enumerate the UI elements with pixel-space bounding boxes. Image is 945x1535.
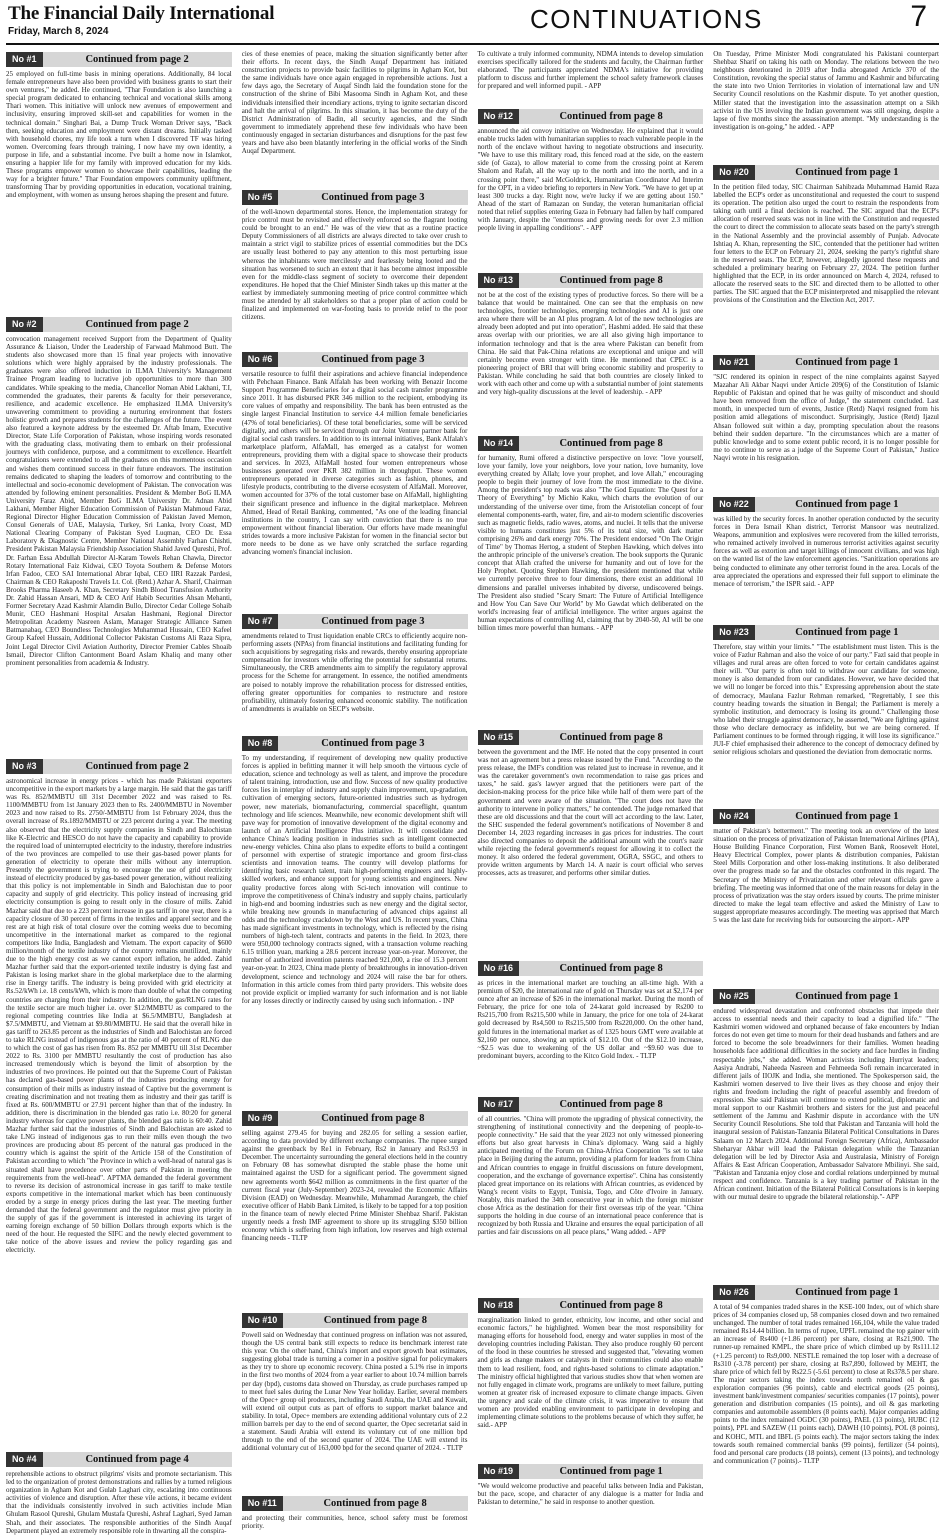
story-body: of the well-known departmental stores. Hence, the implementation strategy for price control must be revisited and effectively enforced so the flagrant looting could be brought to an end." He was of the view that as a routine practice Deputy Commissioners of all districts are always directed to take over crush to maintain a strict vigil to stabilize prices of essential commodities but the DCs are usually least bothered to pay any attention to this most perturbing issue whereas the inhabitants were mercilessly and fearlessly being looted and the situation has worsened to such an extent that it has become almost impossible even for the middle-class segment of society to overcome their dependent expenditures. He hoped that the Chief Minister Sindh takes up this matter at the earliest by immediately summoning meeting of price control committee which must be attended by all stakeholders so that a proper plan of action could be finalized and implemented on war-footing basis to provide relief to the poor citizens. [241,208,468,322]
story-no-9 [242,1109,468,1311]
story-body: Therefore, stay within your limits." "The establishment must listen. This is the voice of Fazlur Rahman and also the voice of our party." Fazl said that people in villages and rural areas are often forced to vote for certain candidates against their will. "Our party is often told to withdraw our candidate for someone, money is also demanded from our candidates. However, we have decided that we will no longer be forced into this." Expressing apprehension about the state of democracy, Maulana Fazlur Rehman remarked, "Regrettably, I see this country heading towards the situation in Bengal; the Parliament is merely a symbolic institution, and democracy is losing its ground." Challenging those who label their struggle against democracy, he asserted, "We are fighting against those who declare democracy as infidelity, but we are being cornered. If Parliament continues to be formed through rigging, it will lose its significance." JUI-F chief emphasised their adherence to the concept of democracy defined by senior religious scholars and questioned the deviation from democratic norms. [713,643,939,757]
story-body: A total of 94 companies traded shares in the KSE-100 Index, out of which share prices of 34 companies closed up, 58 companies closed down and two remained unchanged. The number of total trades remained 166,104, while the value traded remained Rs14.44 billion. In terms of rupee, UPFL remained the top gainer with an increase of Rs400 (+1.86 percent) per share, closing at Rs21,900. The runner-up remained KMPL, the share price of which climbed up by Rs111.12 (+1.25 percent) to Rs9,000. NESTLE remained the top loser with a decrease of Rs310 (-3.78 percent) per share, closing at Rs7,890, followed by MEHT, the share price of which fell by Rs22.5 (-5.61 percent) to close at Rs378.5 per share. The major sectors taking the index towards north remained oil & gas exploration companies (96 points), cable and electrical goods (25 points), investment bank/investment companies/ securities companies (17 points), power generation and distribution companies (15 points), and oil & gas marketing companies and automobile assemblers (8 points each). Major companies adding points to the index remained OGDC (30 points), PAEL (13 points), HUBC (12 points), PPL and SAZEW (11 points each), DAWH (10 points), POL (8 points), and KOHC, MTL and IBFL (5 points each). The major sectors taking the index towards south remained commercial banks (99 points), fertilizer (54 points), food and personal care products (18 points), cement (13 points), and technology and communication (7 points).- TLTP [713,1303,939,1465]
story-body: cies of these enemies of peace, making the situation significantly better after their efforts. In recent days, the Sindh Auqaf Department has initiated construction projects to provide basic facilities to pilgrims in Agham Kot, but the same individuals have once again engaged in reprehensible actions. Just a few days ago, the Secretary of Auqaf Sindh laid the foundation stone for the construction of the shrine of Bibi Masooma Sindh in Agham Kot, and these individuals intensified their incendiary actions, trying to ignite sectarian discord and halt the arrival of pilgrims. In this situation, it has become the duty of the District Administration of Badin, all security agencies, and the Sindh government to immediately apprehend these few individuals who have been continuously engaged in sectarian disturbances and disruptions for the past few years and have also been blatantly interfering in the official works of the Sindh Auqaf Department. [241,50,468,156]
story-body: for humanity, Rumi offered a distinctive perspective on love: "love yourself, love your family, love your neighbors, love your nation, love humanity, love everything created by Allah; love your prophet, and love Allah," encouraging people to begin their journey of love from the most immediate to the divine. Among the president's top reads was also "The God Equation: The Quest for a Theory of Everything" by Michio Kaku, which charts the evolution of our understanding of the universe over time, from the Aristotelian concept of four elemental components-earth, water, fire, and air-to modern scientific discoveries such as magnetic fields, radio waves, atoms, and nuclei. It tells that the universe visible to humans constitutes just 5% of its total size, with dark matter comprising 26% and dark energy 70%. The President endorsed "On The Origin of Time" by Thomas Hertog, a student of Stephen Hawking, which delves into the anthropic principle of the universe's creation. The book supports the Quranic concept that Allah crafted the universe for humanity and out of love for the Holy Prophet. Quoting Stephen Hawking, the president mentioned that while we currently perceive three to four dimensions, there exist an additional 10 dimensions and parallel universes inhabited by diverse, undiscovered beings. The President also studied "Scary Smart: The Future of Artificial Intelligence and How You Can Save Our World" by Mo Gawdat which deliberated on the world's increasing fear of artificial intelligence. The writer argues against the human expectations of controlling AI, claiming that by 2040-50, AI will be one billion times more powerful than humans. - APP [477,454,704,632]
story-header [242,352,468,367]
story-header [478,273,704,288]
column-1 [6,50,232,1535]
column-4 [713,50,939,1525]
story-no-21 [713,353,939,495]
story-header [242,1496,468,1511]
story-continued-label: Continued from page 3 [321,738,425,749]
story-body: announced the aid convoy initiative on Wednesday. He explained that it would enable trucks laden with humanitarian supplies to reach vulnerable people in the north of the enclave without having to negotiate obstructions and insecurity. "We have to use this military road, this fenced road at the side, on the eastern side (of Gaza), to allow material to come from the crossing point at Kerem Shalom and Rafah, all the way up to the north and into the north, and in a crossing point there," said McGoldrick, Humanitarian Coordinator Ad Interim for the OPT, in a video briefing to reporters in New York. "We have to get up at least 300 trucks a day. Right now, we're lucky if we are getting about 150." Ahead of the start of Ramazan on Sunday, the veteran humanitarian official noted that relief supplies entering Gaza in February had fallen by half compared with January, despite the "enormous and growing needs for over 2.3 million people living in appalling conditions". - APP [477,127,704,233]
story-continued-label: Continued from page 8 [559,438,663,449]
column-3 [478,50,704,1525]
story-continuation-no-19 [713,50,939,163]
story-no-22 [713,495,939,623]
story-number-badge: No #4 [6,1452,43,1467]
story-header [242,614,468,629]
story-continued-label: Continued from page 2 [85,761,189,772]
story-continued-label: Continued from page 8 [559,111,663,122]
story-body: versatile resource to fulfil their aspirations and achieve financial independence with Pehchaan Finance. Bank Alfalah has been working with Benazir Income Support Programme Beneficiaries for a digital social cash transfer programme since 2011. It has disbursed PKR 346 million to the recipient, embodying its core values of empathy and responsibility. The bank has been entrusted as the single largest Financial Institution to service 4.4 million female beneficiaries (47% of total beneficiaries). Of these total beneficiaries, some will be serviced digitally, and others will be serviced through our Joint Venture partner bank for digital social cash transfers. In addition to its internal initiatives, Bank Alfalah's marketplace platform, AlfaMall, has emerged as a catalyst for women entrepreneurs, providing them with a digital space to showcase their products and services. In 2023, AlfaMall hosted four women entrepreneurs whose businesses generated over PKR 382 million in throughput. These women entrepreneurs operated in diverse categories such as fashion, phones, and lifestyle products, contributing to the diverse ecosystem of AlfaMall. Moreover, women accounted for 37% of the total customer base on AlfaMall, highlighting their significant presence and influence in the digital marketplace. Mehreen Ahmed, Head of Retail Banking, commented, "As one of the leading financial institutions in the country, I can say with conviction that there is no true empowerment without financial liberation. Our efforts have made meaningful strides towards a more inclusive Pakistan for women in the financial sector but more needs to be done as we have only scratched the surface regarding advancing women's financial inclusion. [241,370,468,557]
story-no-4 [6,1450,232,1535]
story-number-badge: No #10 [242,1313,284,1328]
masthead-rule [6,43,939,45]
masthead [0,0,945,44]
story-number-badge: No #5 [242,190,279,205]
story-continued-label: Continued from page 2 [85,319,189,330]
story-number-badge: No #18 [478,1298,520,1313]
story-continued-label: Continued from page 1 [795,991,899,1002]
story-number-badge: No #24 [713,809,755,824]
story-continuation-no-4 [242,50,468,188]
story-continued-label: Continued from page 8 [321,1113,425,1124]
story-no-1 [6,50,232,315]
story-continued-label: Continued from page 1 [795,811,899,822]
story-continued-label: Continued from page 8 [323,1498,427,1509]
story-no-17 [478,1095,704,1296]
story-continued-label: Continued from page 1 [795,627,899,638]
story-continued-label: Continued from page 1 [559,1466,663,1477]
story-body: "We would welcome productive and peaceful talks between India and Pakistan, but the pace, scope, and character of any dialogue is a matter for India and Pakistan to determine," he said in response to another question. [477,1482,704,1507]
story-number-badge: No #1 [6,52,43,67]
story-continued-label: Continued from page 8 [559,1099,663,1110]
story-continued-label: Continued from page 3 [321,616,425,627]
story-no-3 [6,757,232,1450]
story-body: between the government and the IMF. He noted that the copy presented in court was not an agreement but a press release issued by the Fund. "According to the press release, the IMF's condition was related just to increase in revenue, and it was the caretaker government's own recommendation to raise gas prices and taxes," he said. gas's lawyer argued that the petitioners were part of the decision-making process for the price hike while half of them were part of the government and were aware of the situation. "The court does not have the authority to intervene in policy matters," he contended. The judge remarked that these are old discussions and that the court will act according to the law. Later, the SHC suspended the federal government's notifications of November 8 and December 14, 2023 regarding increases in gas prices for industries. The court also directed companies to deposit the additional amount with the court's nazir while rejecting the federal government's request for allowing it to collect the money. It also ordered the federal government, OGRA, SSGC, and others to provide written arguments by March 14. A nazir is court official who serves processes, acts as treasurer, and performs other similar duties. [477,748,704,878]
paper-date: Friday, March 8, 2024 [8,26,109,37]
story-header [713,1285,939,1300]
paper-name[interactable]: The Financial Daily International [8,3,275,24]
story-continued-label: Continued from page 1 [795,1287,899,1298]
story-no-15 [478,728,704,959]
story-no-24 [713,807,939,987]
story-number-badge: No #19 [478,1464,520,1479]
story-header [242,190,468,205]
story-no-16 [478,959,704,1095]
story-body: endured widespread devastation and confronted obstacles that impede their access to essential needs and their capacity to lead a dignified life." "The Kashmiri women widowed and orphaned because of fake encounters by Indian forces do not even get time to mourn for their dead husbands and fathers and are forced to become the sole breadwinners for their families. Women heading households face additional difficulties in the society and face hurdles in finding respectable jobs," she added. Woman activists including Hurriyat leaders; Aasiya Andrabi, Naheeda Nasreen and Fehmeeda Sofi remain incarcerated in different jails of IIOJK and India, she mentioned. The Spokesperson said, the Kashmiri women deserved to live their lives as they choose and enjoy their rights and freedom including the right of peaceful assembly and freedom of expression. She said Pakistan will continue to extend political, diplomatic and moral support to our Kashmiri brothers and sisters for the just and peaceful settlement of the Jammu and Kashmir dispute in accordance with the UN Security Council Resolutions. She told that Pakistan and Tanzania will hold the inaugural session of Pakistan-Tanzania Bilateral Political Consultations in Dares Salaam on 12 March 2024. Additional Foreign Secretary (Africa), Ambassador Sheharyar Akbar will lead the Pakistan delegation while the Tanzanian delegation will be led by Director Asia and Australasia, Ministry of Foreign Affairs & East African Cooperation, Ambassador Salvatore Mbilinyi. She said, "Pakistan and Tanzania enjoy close and cordial relations underpinned by mutual respect and confidence. Tanzania is a key trading partner of Pakistan in the African continent. Initiation of the Bilateral Political Consultations is in keeping with our mutual desire to upgrade the bilateral relationship."- APP [713,1007,939,1202]
story-continued-label: Continued from page 8 [559,732,663,743]
story-no-26 [713,1283,939,1525]
story-no-5 [242,188,468,350]
story-header [242,1313,468,1328]
story-header [478,1298,704,1313]
story-body: marginalization linked to gender, ethnicity, low income, and other social and economic factors," he highlighted. Women bear the most responsibility for managing efforts for household food, energy and water supplies in most of the developing countries including Pakistan. They also produce roughly 60 percent of the food in these countries he stressed and suggested that, "elevating women and girls as change makers or catalysts in their communities could also enable them to lead resilient, food, and rights-based solutions to climate adaptation." The ministry official highlighted that various studies show that when women are not fully engaged in climate work, programs are unlikely to meet failure, putting women at greater risk of increased exposure to climate change impacts. Given the urgency and scale of the climate crisis, it was imperative to ensure that women are provided enabling environment to participate in developing and implementing climate solutions to the problems because of which they suffer, he said.- APP [477,1316,704,1430]
story-body: Powell said on Wednesday that continued progress on inflation was not assured, though the US central bank still expects to reduce its benchmark interest rate this year. On the other hand, China's import and export growth beat estimates, suggesting global trade is turning a corner in a positive signal for policymakers as they try to shore up economic recovery. China posted a 5.1% rise in imports in the first two months of 2024 from a year earlier to about 10.74 million barrels per day (bpd), customs data showed on Thursday, as crude purchases ramped up to meet fuel sales during the Lunar New Year holiday. Earlier, several members of the Opec+ group oil producers, including Saudi Arabia, the UAE and Kuwait, will extend oil output cuts as part of efforts to support market balance and stability. In total, Opec+ members are extending additional voluntary cuts of 2.2 million barrels per day to the end of second quarter, the Opec secretariat said in a statement. Saudi Arabia will extend its voluntary cut of one million bpd through to the end of the second quarter of 2024. The UAE will extend its additional voluntary cut of 163,000 bpd for the second quarter of 2024. - TLTP [241,1331,468,1453]
story-number-badge: No #8 [242,736,279,751]
story-no-20 [713,163,939,353]
story-number-badge: No #9 [242,1111,279,1126]
story-continued-label: Continued from page 1 [795,167,899,178]
story-header [713,497,939,512]
story-header [713,989,939,1004]
story-number-badge: No #21 [713,355,755,370]
story-body: On Tuesday, Prime Minister Modi congratulated his Pakistani counterpart Shehbaz Sharif on taking his oath on Monday. The relations between the two neighbours deteriorated in 2019 after India abrogated Article 370 of the Constitution, revoking the special status of Jammu and Kashmir and bifurcating the state into two Union Territories in violation of international law and UN Security Council resolutions on the Kashmir dispute. To yet another question, Miller stated that the investigation into the assassination attempt on a Sikh activist in the US involving the Indian government was still ongoing, despite a lapse of five months since the assassination attempt. "My understanding is the investigation is on-going," he added. - APP [713,50,939,131]
story-body: of all countries. "China will promote the upgrading of physical connectivity, the strengthening of institutional connectivity and the deepening of people-to-people connectivity." He said that the year 2023 not only witnessed pioneering efforts but also great harvests in China's diplomacy. Wang said a highly anticipated meeting of the Forum on China-Africa Cooperation "is set to take place in Beijing during the autumn, providing a platform for leaders from China and African countries to engage in fruitful discussions on future development, cooperation, and the exchange of governance expertise". China has consistently placed great importance on its relations with African countries, as evidenced by Wang's recent visits to Egypt, Tunisia, Togo, and Côte d'Ivoire in January. Notably, this marked the 34th consecutive year in which the foreign minister chose Africa as the destination for their first overseas trip of the year. "China supports the holding in due course of an international peace conference that is recognized by both Russia and Ukraine and ensures the equal participation of all parties and fair discussions on all peace plans," Wang added. - APP [477,1115,704,1237]
section-title: CONTINUATIONS [530,4,763,34]
story-body: was killed by the security forces. In another operation conducted by the security forces in Dera Ismail Khan district, Terrorist Mansoor was neutralized. Weapons, ammunition and explosives were recovered from the killed terrorists, who remained actively involved in numerous terrorist activities against security forces as well as extortion and target killings of innocent civilians, and was high on the wanted list of the law enforcement agencies. "Sanitization operations are being conducted to eliminate any other terrorist found in the area. Locals of the area appreciated the operations and expressed their full support to eliminate the menace of terrorism," the ISPR said. - APP [713,515,939,588]
story-continued-label: Continued from page 8 [559,963,663,974]
story-header [6,759,232,774]
story-body: reprehensible actions to obstruct pilgrims' visits and promote sectarianism. This led to the organization of protest demonstrations and rallies by a turned religious organization in Agham Kot and Gulab Laghari city, escalating into continuous activities of violence and disruption. After these vile actions, it became evident that the individuals consistently involved in such activities include Mian Ghulam Rasool Qureshi, Ghulam Mustafa Qureshi, Ashraf Laghari, Syed Jaman Shah, and their associates. The responsible authorities of the Sindh Auqaf Department played an extremely responsible role in thwarting all the conspira- [6,1470,232,1535]
story-header [478,109,704,124]
story-body: convocation management received Support from the Department of Quality Assurance & Liaison, Under the Leadership of Farwaad Mahmood Butt. The students also showcased more than 15 final year projects with innovative solutions which were highly appraised by the industry professionals. The graduates were also offered induction in ILMA University's Management Trainee Program leading to lucrative job opportunities to more than 300 candidates. While speaking to the media, Chancellor Noman Abid Lakhani, T.I, commended the graduates, their parents & faculty for their perseverance, resilience, and academic excellence. He emphasized ILMA University's unwavering commitment to providing a nurturing environment that fosters holistic growth and prepares students for the challenges of the future. The event also featured a keynote address by the esteemed Dr. Aftab Imam, Executive Director, State Life Corporation of Pakistan, whose inspiring words resonated with the graduating class, motivating them to embark on their professional journeys with confidence, purpose, and a commitment to excellence. Heartfelt congratulations were extended to all the graduates on this momentous occasion and wishes them continued success in their future endeavors. The institution remains dedicated to shaping the leaders of tomorrow and contributing to the intellectual and socio-economic development of Pakistan. The convocation was attended by following eminent personalities. President & Member BoG ILMA University Faraz Abid, Member BoG ILMA University Dr. Adnan Abid Lakhani, Member Higher Education Commission of Pakistan Mahmoud Faraz, Regional Director Higher Education Commission of Pakistan Javed Memon, Consul Generals of UAE, Malaysia, Turkey, Sri Lanka, Ivory Coast, MD National Clearing Company of Pakistan Syed Luqman, CEO Dr. Essa Laboratory & Diagnostic Centre, Member National Assembly Farhan Chishti, President Pakistan Malaysia Friendship Association Shahid Javed Qureshi, Prof. Dr. Farhan Essa Abdullah Director Al-Karam Towels Rehan Chawla, Director Rotary International Faiz Kidwai, CEO Toyota Southern & Defense Motors Irfan Fadoo, CEO SAI International Abrar Iqbal, CEO IIRI Razzak Pardesi, Chairman & CEO Rakaposhi Travels Lt. Col. (Retd.) Azhar A. Sharif, Chairman Brooks Pharma Haseeb A. Khan, Secretary Sindh Blood Transfusion Authority Dr. Zahid Hassan Ansari, MD & CEO Arif Habib Securities Ahsan Mehanti, Former Secretary Azad Kashmir Alamdin Bullo, Director Cedar College Sohaib Munir, CEO Hashmani Hospital Arsalan Hashmani, Regional Director Metropolitan Academy Nasreen Aslam, Manager Strategic Alliance Samen Batmanabaq, CEO Boundless Technologies Muhammad Hussain, CEO Kafeel Group Kafeel Hussain, Additional Collector Pakistan Customs Ali Raza Sipra, Joint Legal Director Civil Aviation Authority, Director Premier Cables Shoaib Ismail, Director Clifton Cantonment Board Aslam Khaliq and many other prominent personalities from academia & Industry. [6,335,232,667]
story-continued-label: Continued from page 3 [321,354,425,365]
story-header [478,436,704,451]
story-no-12 [478,107,704,271]
story-number-badge: No #26 [713,1285,755,1300]
story-number-badge: No #22 [713,497,755,512]
story-body: 25 employed on full-time basis in mining operations. Additionally, 84 local female entrepreneurs have also been provided with business grants to start their own ventures," he added. He continued, "Thar Foundation is also launching a special program dedicated to enhancing technical and vocational skills among Thari women. This initiative will unlock new avenues of empowerment and inclusivity, ensuring improved skill-set and capabilities for women in the technical domain." Singhari Bai, a Dump Truck Woman Driver says, "Back then, seeking education and employment were distant dreams. Initially tasked with household chores, my life took a turn when I discovered TF was hiring women. Overcoming fears through training, I now have my own identity, a purpose in life, and a substantial income. I've built a home now in Islamkot, ensuring a happier life for my family with improved education for my kids. These programs empower women to showcase their capabilities, leading the way for a brighter future." Thar Foundation empowers community upliftment, transforming Thar by providing opportunities in education, vocational training, and employment, with women as unsung heroes shaping the present and future. [6,70,232,200]
story-number-badge: No #23 [713,625,755,640]
story-no-10 [242,1311,468,1494]
story-number-badge: No #17 [478,1097,520,1112]
story-header [6,1452,232,1467]
story-no-6 [242,350,468,612]
story-number-badge: No #14 [478,436,520,451]
story-header [478,1464,704,1479]
story-body: To my understanding, if requirement of developing new quality productive forces is applied in befitting manner it will help smooth the virtuous cycle of education, science and technology as well as talent, and improve the procedure of talent training, introduction, use and flow. Success of new quality productive forces lies in interplay of industry and supply chain improvement, up-gradation, cultivation of emerging sectors, future-oriented industries such as hydrogen power, new materials, biomanufacturing, commercial spaceflight, quantum technology and life sciences. Meanwhile, new economic development shift will pave way for promotion of innovative development of the digital economy and launch of an Artificial Intelligence Plus initiative. It will consolidate and enhance China's leading position in industries such as intelligent connected new-energy vehicles. China also plans to expedite efforts to build a contingent of personnel with expertise of strategic importance and groom first-class scientists and innovation teams. The country will develop platforms for identifying basic research talent, train high-performing engineers and highly-skilled workers, and enhance support for young scientists and engineers. New quality productive forces along with Sci-tech innovation will continue to improve the competitiveness of China's industry and supply chains, particularly in high-end and booming industries such as new energy and the digital sector, while breaking new grounds in manufacturing of advanced chips against all odds and the technology crackdown by the West and US. In recent years, China has made significant investments in technology, which is reflected by the rising numbers of high-tech talent, contracts and patents in the field. In 2023, there were 950,000 technology contracts signed, with a transaction volume reaching 6.15 trillion yuan, marking a 28.6 percent increase year-on-year. Moreover, the number of authorized invention patents reached 921,000, a rise of 15.3 percent year-on-year. In 2023, China made plenty of breakthroughs in innovation-driven development, science and technology and 2024 will raise the bar for others. Information in this article comes from third party providers. This website does not provide explicit or implied warranty for such information and is not liable for any losses directly or indirectly caused by using such information. - INP [241,754,468,1005]
story-number-badge: No #6 [242,352,279,367]
story-header [478,961,704,976]
story-continued-label: Continued from page 8 [323,1315,428,1326]
story-continuation-no-11 [478,50,704,107]
story-body: matter of Pakistan's betterment." The meeting took an overview of the latest situation on the process of privatization of Pakistan International Airlines (PIA), House Building Finance Corporation, First Women Bank, Roosevelt Hotel, Heavy Electrical Complex, power plants & distribution companies, Pakistan Steel Mills Corporation and other loss-making institutions. It also deliberated over the progress made so far and the obstacles confronted in this regard. The Secretary of the Ministry of Privatization and other relevant officials gave a briefing. The meeting was informed that one of the main reasons for delay in the process of privatization was the stay orders issued by courts. The prime minister directed to make the legal team effective and asked the Ministry of Law to suggest appropriate measures accordingly. The meeting was apprised that March 5 was the last date for receiving bids for outsourcing the airport.- APP [713,827,939,925]
story-number-badge: No #13 [478,273,520,288]
column-2 [241,50,468,1531]
story-header [6,317,232,332]
story-continued-label: Continued from page 8 [559,1300,663,1311]
story-number-badge: No #15 [478,730,520,745]
story-number-badge: No #20 [713,165,755,180]
story-body: In the petition filed today, SIC Chairman Sahibzada Muhammad Hamid Raza labelled the ECP's order as unconstitutional and requested the court to suspend its operation. The petition also urged the court to restrain the respondents from taking oath until a final decision is reached. The SIC argued that the ECP's allocation of reserved seats was not in line with the Constitution and requested the court to direct the commission to allocate seats based on the party's strength in the National Assembly and the provincial assembly of Punjab. Advocate Ishtiaq A. Khan, representing the SIC, contended that the petitioner had written four letters to the ECP on February 21, 2024, seeking the party's rightful share in the reserved seats. The ECP, however, allegedly ignored these requests and scheduled a preliminary hearing on February 27, 2024. The petition further highlighted that the ECP, in its order announced on March 4, 2024, refused to allocate the reserved seats to the SIC and directed them to be allotted to other parties. The SIC argued that the ECP misinterpreted and misapplied the relevant provisions of the Constitution and the Election Act, 2017. [713,183,939,305]
story-no-18 [478,1296,704,1462]
story-number-badge: No #25 [713,989,755,1004]
story-no-14 [478,434,704,728]
story-body: as prices in the international market are touching an all-time high. With a premium of $20, the international rate of gold on Thursday was set at $2,174 per ounce after an increase of $26 in the international market. During the month of February, the price for one tola of 24-karat gold increased by Rs200 to Rs215,700 from Rs215,500 while in January, the price for one tola of 24-karat gold decreased by Rs4,500 to Rs215,500 from Rs220,000. On the other hand, gold futures in the international market as of 1325 hours GMT were available at $2,160 per ounce, showing an uptick of $12.10. Out of the $12.10 increase, ~$2.5 was due to weakening of the US dollar and ~$9.60 was due to predominant buyers, according to the Kitco Gold Index. - TLTP [477,979,704,1060]
story-header [713,625,939,640]
story-number-badge: No #11 [242,1496,283,1511]
story-number-badge: No #7 [242,614,279,629]
page-number: 7 [910,0,927,33]
story-header [478,1097,704,1112]
story-header [478,730,704,745]
story-no-25 [713,987,939,1283]
story-header [242,736,468,751]
story-no-11 [241,1494,468,1531]
story-header [713,355,939,370]
story-body: To cultivate a truly informed community, NDMA intends to develop simulation exercises specifically tailored for the students and faculty, the Chairman further elaborated. The participants appreciated NDMA's initiative for providing platform to discuss and further implement the school safety framework clauses for prepared and well informed pupil. - APP [477,50,704,91]
story-number-badge: No #3 [6,759,43,774]
story-no-23 [713,623,939,807]
story-body: "SJC rendered its opinion in respect of the nine complaints against Sayyed Mazahar Ali Akbar Naqvi under Article 209(6) of the Constitution of Islamic Republic of Pakistan and opined that he was guilty of misconduct and should have been removed from the office of Judge," the statement concluded. Last month, in unexpected turn of events, Justice (Retd) Naqvi resigned from his position amid allegations of misconduct. Surprisingly, Justice (Retd) Ijazul Ahsan followed suit within a day, prompting speculation about the reasons behind their sudden departure. "In the circumstances which are a matter of public knowledge and to some extent public record, it is no longer possible for me to continue to serve as a judge of the Supreme Court of Pakistan," Justice Naqvi wrote in his resignation. [713,373,939,462]
story-no-2 [6,315,232,757]
story-continued-label: Continued from page 8 [559,275,663,286]
story-no-7 [242,612,468,734]
story-continued-label: Continued from page 1 [795,357,899,368]
story-header [6,52,232,67]
story-continued-label: Continued from page 3 [321,192,425,203]
story-continued-label: Continued from page 1 [795,499,899,510]
story-body: selling against 279.45 for buying and 282.05 for selling a session earlier, according to data provided by different exchange companies. The rupee surged against the greenback by Re1 in February, Rs2 in January and Rs3.93 in December. The uncertainty surrounding the general elections held in the country on February 08 has somewhat disrupted the stable phase the home unit maintained against the USD for a significant period. The government signed new agreements worth $642 million as commitments in the first quarter of the current fiscal year (July-September) 2023-24, revealed the Economic Affairs Division (EAD) on Wednesday. Meanwhile, Muhammad Aurangzeb, the chief executive officer of Habib Bank Limited, is likely to be tapped for a top position in the finance team of newly elected Prime Minister Shehbaz Sharif. Pakistan urgently needs a fresh IMF agreement to shore up its struggling $350 billion economy which is suffering from high inflation, low reserves and high external financing needs - TLTP [241,1129,468,1243]
story-no-19 [478,1462,704,1525]
story-number-badge: No #16 [478,961,520,976]
story-header [713,165,939,180]
story-number-badge: No #2 [6,317,43,332]
story-body: astronomical increase in energy prices - which has made Pakistani exporters uncompetitive in the export markets by a large margin. He said that the gas tariff was Rs. 852/MMBTU till 31st December 2022 and was raised to Rs. 1100/MMBTU from 1st January 2023 then to Rs. 2400/MMBTU in November 2023 and now raised to Rs. 2750/-MMBTU from 1st February 2024, thus the overall increase of Rs.1892/MMBTU or 223 percent during a year. The meeting also observed that the electricity supply companies in Sindh and Balochistan like K-Electric and HESCO do not have the capacity and capability to provide the required load of uninterrupted electricity to the industry, therefore industries of the two provinces are compelled to use their gas-based power plants for generation of electricity to operate their mills without any interruption. Presently the government is trying to encourage the use of grid electricity instead of electricity produced by gas-based power generation, without realizing that this policy is not implementable in Sindh and Balochistan due to poor capacity and supply of grid electricity. This policy instead of increasing grid electricity consumption is going to result only in the closure of mills. Zahid Mazhar said that due to a 223 percent increase in gas tariff in one year, there is a capacity closure of 30 percent of firms in the textiles and apparel sector and the rest are at high risk of total closure over the coming weeks due to becoming uncompetitive in the international market as compared to the regional competitors like India, Bangladesh and Vietnam. The export capacity of $600 million/month of the textile industry of the country remains unutilized, mainly due to the high energy cost as we cannot export inflation, he added. Zahid Mazhar further said that the export-oriented textile industry is dying fast and Pakistan is losing market share in the global marketplace due to the alarming rise in Energy tariffs. The industry is being provided with grid electricity at Rs.52/kWh i.e. 18 cents/kWh, which is more than double of what the competing countries are charging from their industry. In addition, the gas/RLNG rates for the textile sector are much higher i.e. over $12/MMBTU as compared to the regional competing countries like India at $6.5/MMBTU, Bangladesh at $7.5/MMBTU, and Vietnam at $9.80/MMBTU. He said that the overall hike in gas tariff to 263.85 percent as the industries of Sindh and Balochistan are forced to take RLNG instead of indigenous gas at the ratio of 40 percent of RLNG due to which the cost of gas has risen from Rs. 852 per MMBTU till 31st December 2022 to Rs. 3100 per MMBTU resultantly the cost of production has also increased tremendously which is beyond the limit of absorption by the industries of two provinces. He pointed out that the Supreme Court of Pakistan has declared gas-based power plants of the industries producing energy for consumption of their mills as industry instead of Captive but the government is creating discrimination and not treating them as industry and their gas tariff is fixed at Rs. 600/MMBTU or 27.91 percent higher than that of the industry. In addition, there is discrimination in the blended gas ratio i.e. 80:20 for general industry whereas for captive power plants, the blended gas ratio is 60:40. Zahid Mazhar further said that the industries of Sindh and Balochistan are asked to take LNG instead of indigenous gas to run their mills even though the two provinces are producing about 85 percent of the natural gas produced in the country which is against the spirit of the Article 158 of the Constitution of Pakistan according to which "the Province in which a well-head of natural gas is situated shall have precedence over other parts of Pakistan in meeting the requirements from the well-head". APTMA demanded the federal government to reverse its decision of astronomical increase in gas tariff to make textile exports competitive in the international market which has been continuously eroded by a surge in energy prices during the last year. The meeting further demanded that the federal government and the regulator must give priority in the supply of gas if the government is interested in achieving its target of earning foreign exchange of 50 billion Dollars through exports which is the need of the hour. He requested the SIFC and the newly elected government to take notice of the above issues and review the policy regarding gas and electricity. [6,777,232,1255]
columns [6,50,939,1535]
story-no-8 [242,734,468,1109]
story-no-13 [478,271,704,434]
masthead-left [8,3,274,37]
story-body: and protecting their communities, hence, school safety must be foremost priority. [241,1514,468,1531]
story-header [242,1111,468,1126]
story-number-badge: No #12 [478,109,520,124]
story-continued-label: Continued from page 4 [85,1454,189,1465]
story-body: amendments related to Trust liquidation enable CRCs to efficiently acquire non-performing assets (NPAs) from financial institutions and facilitating funding for such acquisitions by segregating risks and rewards, thereby ensuring appropriate compensation for investors while offering the potential for substantial returns. Simultaneously, the CRB amendments aim to simplify the regulatory approval process for the Scheme for arrangement. In essence, the notified amendments are poised to notably improve the rehabilitation process for distressed entities, offering greater opportunities for companies to restructure and restore profitability, ultimately fostering enhanced economic stability. The notification of amendments is available on SECP's website. [241,632,468,713]
story-continued-label: Continued from page 2 [85,54,189,65]
story-body: not be at the cost of the existing types of productive forces. So there will be a balance that would be maintained. One can see that the emphasis on new technologies, frontier technologies, emerging technologies and AI is just one area where there will be an AI plus program. A lot of the new technologies are already been adopted and put into operation", Hashmi added. He said that these areas overlap with our priorities, we are all also giving high importance to information technology and that is the area where Pakistan can benefit from China. He said that Pak-China relations are exceptional and unique and will certainly become even stronger with time. He mentioned that CPEC is a pioneering project of BRI that will bring economic stability and prosperity to Pakistan. While concluding he said that both countries are closely linked to work with each other and come up with a substantial number of joint statements and very high-quality discussions at the level of leadership. - APP [477,291,704,397]
story-header [713,809,939,824]
